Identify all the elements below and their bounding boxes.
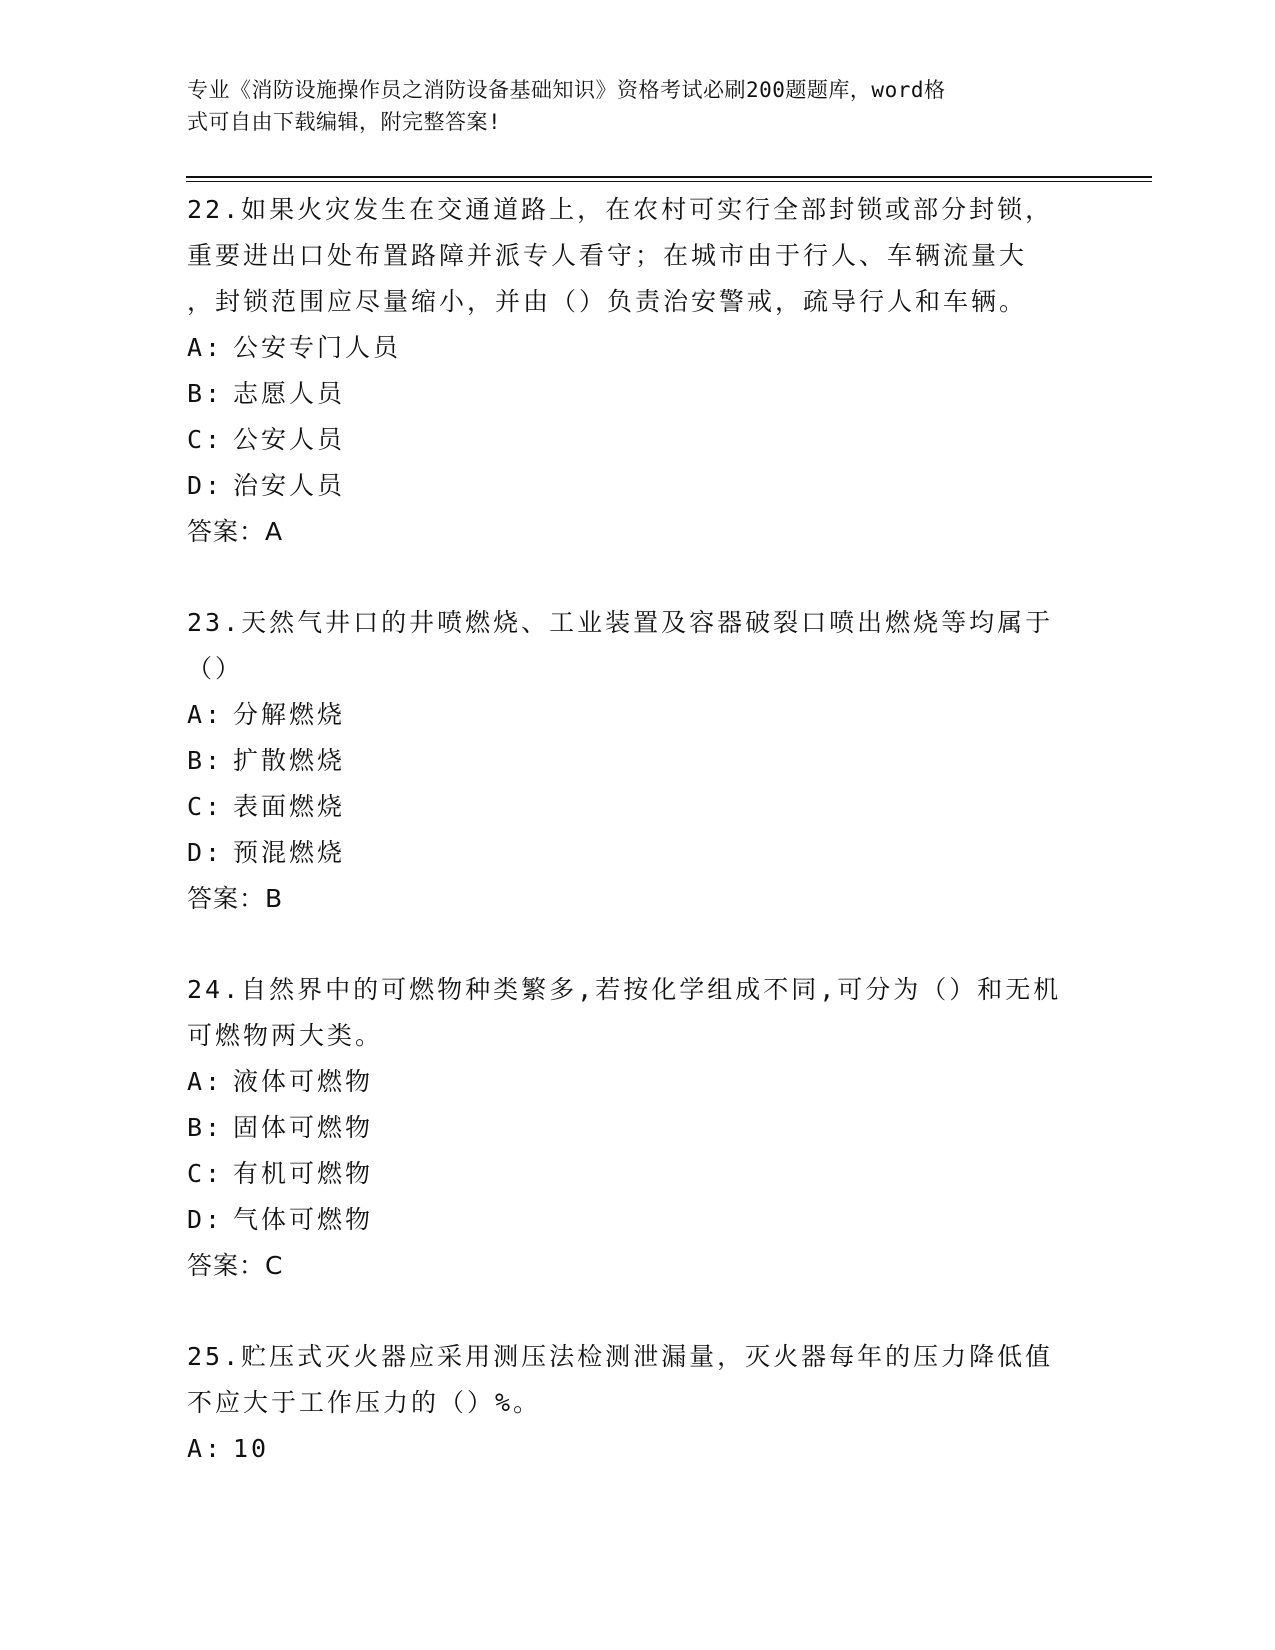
option-a bbox=[187, 1426, 1087, 1472]
question-text bbox=[187, 1334, 1087, 1426]
question-line: 24.自然界中的可燃物种类繁多,若按化学组成不同,可分为（）和无机 bbox=[187, 975, 1062, 1004]
option-a bbox=[187, 1059, 1087, 1105]
question-line: 25.贮压式灭火器应采用测压法检测泄漏量，灭火器每年的压力降低值 bbox=[187, 1342, 1054, 1371]
option-key: B: bbox=[187, 1113, 224, 1142]
question-text bbox=[187, 600, 1087, 692]
option-text: 志愿人员 bbox=[233, 379, 346, 408]
question-line: 23.天然气井口的井喷燃烧、工业装置及容器破裂口喷出燃烧等均属于 bbox=[187, 608, 1054, 637]
answer: 答案：B bbox=[187, 884, 284, 913]
question-line: 22.如果火灾发生在交通道路上，在农村可实行全部封锁或部分封锁， bbox=[187, 195, 1054, 224]
option-key: A: bbox=[187, 1067, 224, 1096]
option-key: D: bbox=[187, 471, 224, 500]
option-key: A: bbox=[187, 1434, 224, 1463]
option-text: 治安人员 bbox=[233, 471, 346, 500]
option-key: B: bbox=[187, 746, 224, 775]
option-key: C: bbox=[187, 425, 224, 454]
option-key: D: bbox=[187, 838, 224, 867]
question-text bbox=[187, 187, 1087, 325]
question-24 bbox=[187, 967, 1087, 1289]
option-key: D: bbox=[187, 1205, 224, 1234]
option-text: 液体可燃物 bbox=[233, 1067, 374, 1096]
option-d bbox=[187, 463, 1087, 509]
answer: 答案：A bbox=[187, 517, 284, 546]
option-text: 气体可燃物 bbox=[233, 1205, 374, 1234]
question-23 bbox=[187, 600, 1087, 922]
document-header bbox=[187, 74, 1067, 138]
option-d bbox=[187, 1197, 1087, 1243]
option-text: 固体可燃物 bbox=[233, 1113, 374, 1142]
option-c bbox=[187, 1151, 1087, 1197]
option-d bbox=[187, 830, 1087, 876]
question-22 bbox=[187, 187, 1087, 555]
question-line: 重要进出口处布置路障并派专人看守；在城市由于行人、车辆流量大 bbox=[187, 241, 1028, 270]
option-text: 表面燃烧 bbox=[233, 792, 346, 821]
option-a bbox=[187, 692, 1087, 738]
answer: 答案：C bbox=[187, 1251, 284, 1280]
option-c bbox=[187, 417, 1087, 463]
option-text: 有机可燃物 bbox=[233, 1159, 374, 1188]
question-text bbox=[187, 967, 1087, 1059]
option-b bbox=[187, 1105, 1087, 1151]
header-divider-thin bbox=[186, 181, 1152, 182]
option-key: C: bbox=[187, 1159, 224, 1188]
question-line: ，封锁范围应尽量缩小，并由（）负责治安警戒，疏导行人和车辆。 bbox=[187, 287, 1028, 316]
question-line: 不应大于工作压力的（）%。 bbox=[187, 1388, 542, 1417]
question-list bbox=[187, 187, 1087, 1517]
header-line-1: 专业《消防设施操作员之消防设备基础知识》资格考试必刷200题题库，word格 bbox=[187, 78, 946, 102]
option-a bbox=[187, 325, 1087, 371]
option-c bbox=[187, 784, 1087, 830]
option-text: 10 bbox=[233, 1434, 270, 1463]
header-divider-thick bbox=[186, 176, 1152, 178]
option-key: A: bbox=[187, 333, 224, 362]
header-line-2: 式可自由下载编辑，附完整答案! bbox=[187, 110, 502, 134]
option-text: 分解燃烧 bbox=[233, 700, 346, 729]
option-key: A: bbox=[187, 700, 224, 729]
question-line: （） bbox=[187, 654, 244, 683]
option-text: 公安专门人员 bbox=[233, 333, 402, 362]
option-b bbox=[187, 371, 1087, 417]
option-text: 预混燃烧 bbox=[233, 838, 346, 867]
question-line: 可燃物两大类。 bbox=[187, 1021, 384, 1050]
question-25 bbox=[187, 1334, 1087, 1472]
option-b bbox=[187, 738, 1087, 784]
option-key: C: bbox=[187, 792, 224, 821]
option-text: 扩散燃烧 bbox=[233, 746, 346, 775]
option-key: B: bbox=[187, 379, 224, 408]
option-text: 公安人员 bbox=[233, 425, 346, 454]
